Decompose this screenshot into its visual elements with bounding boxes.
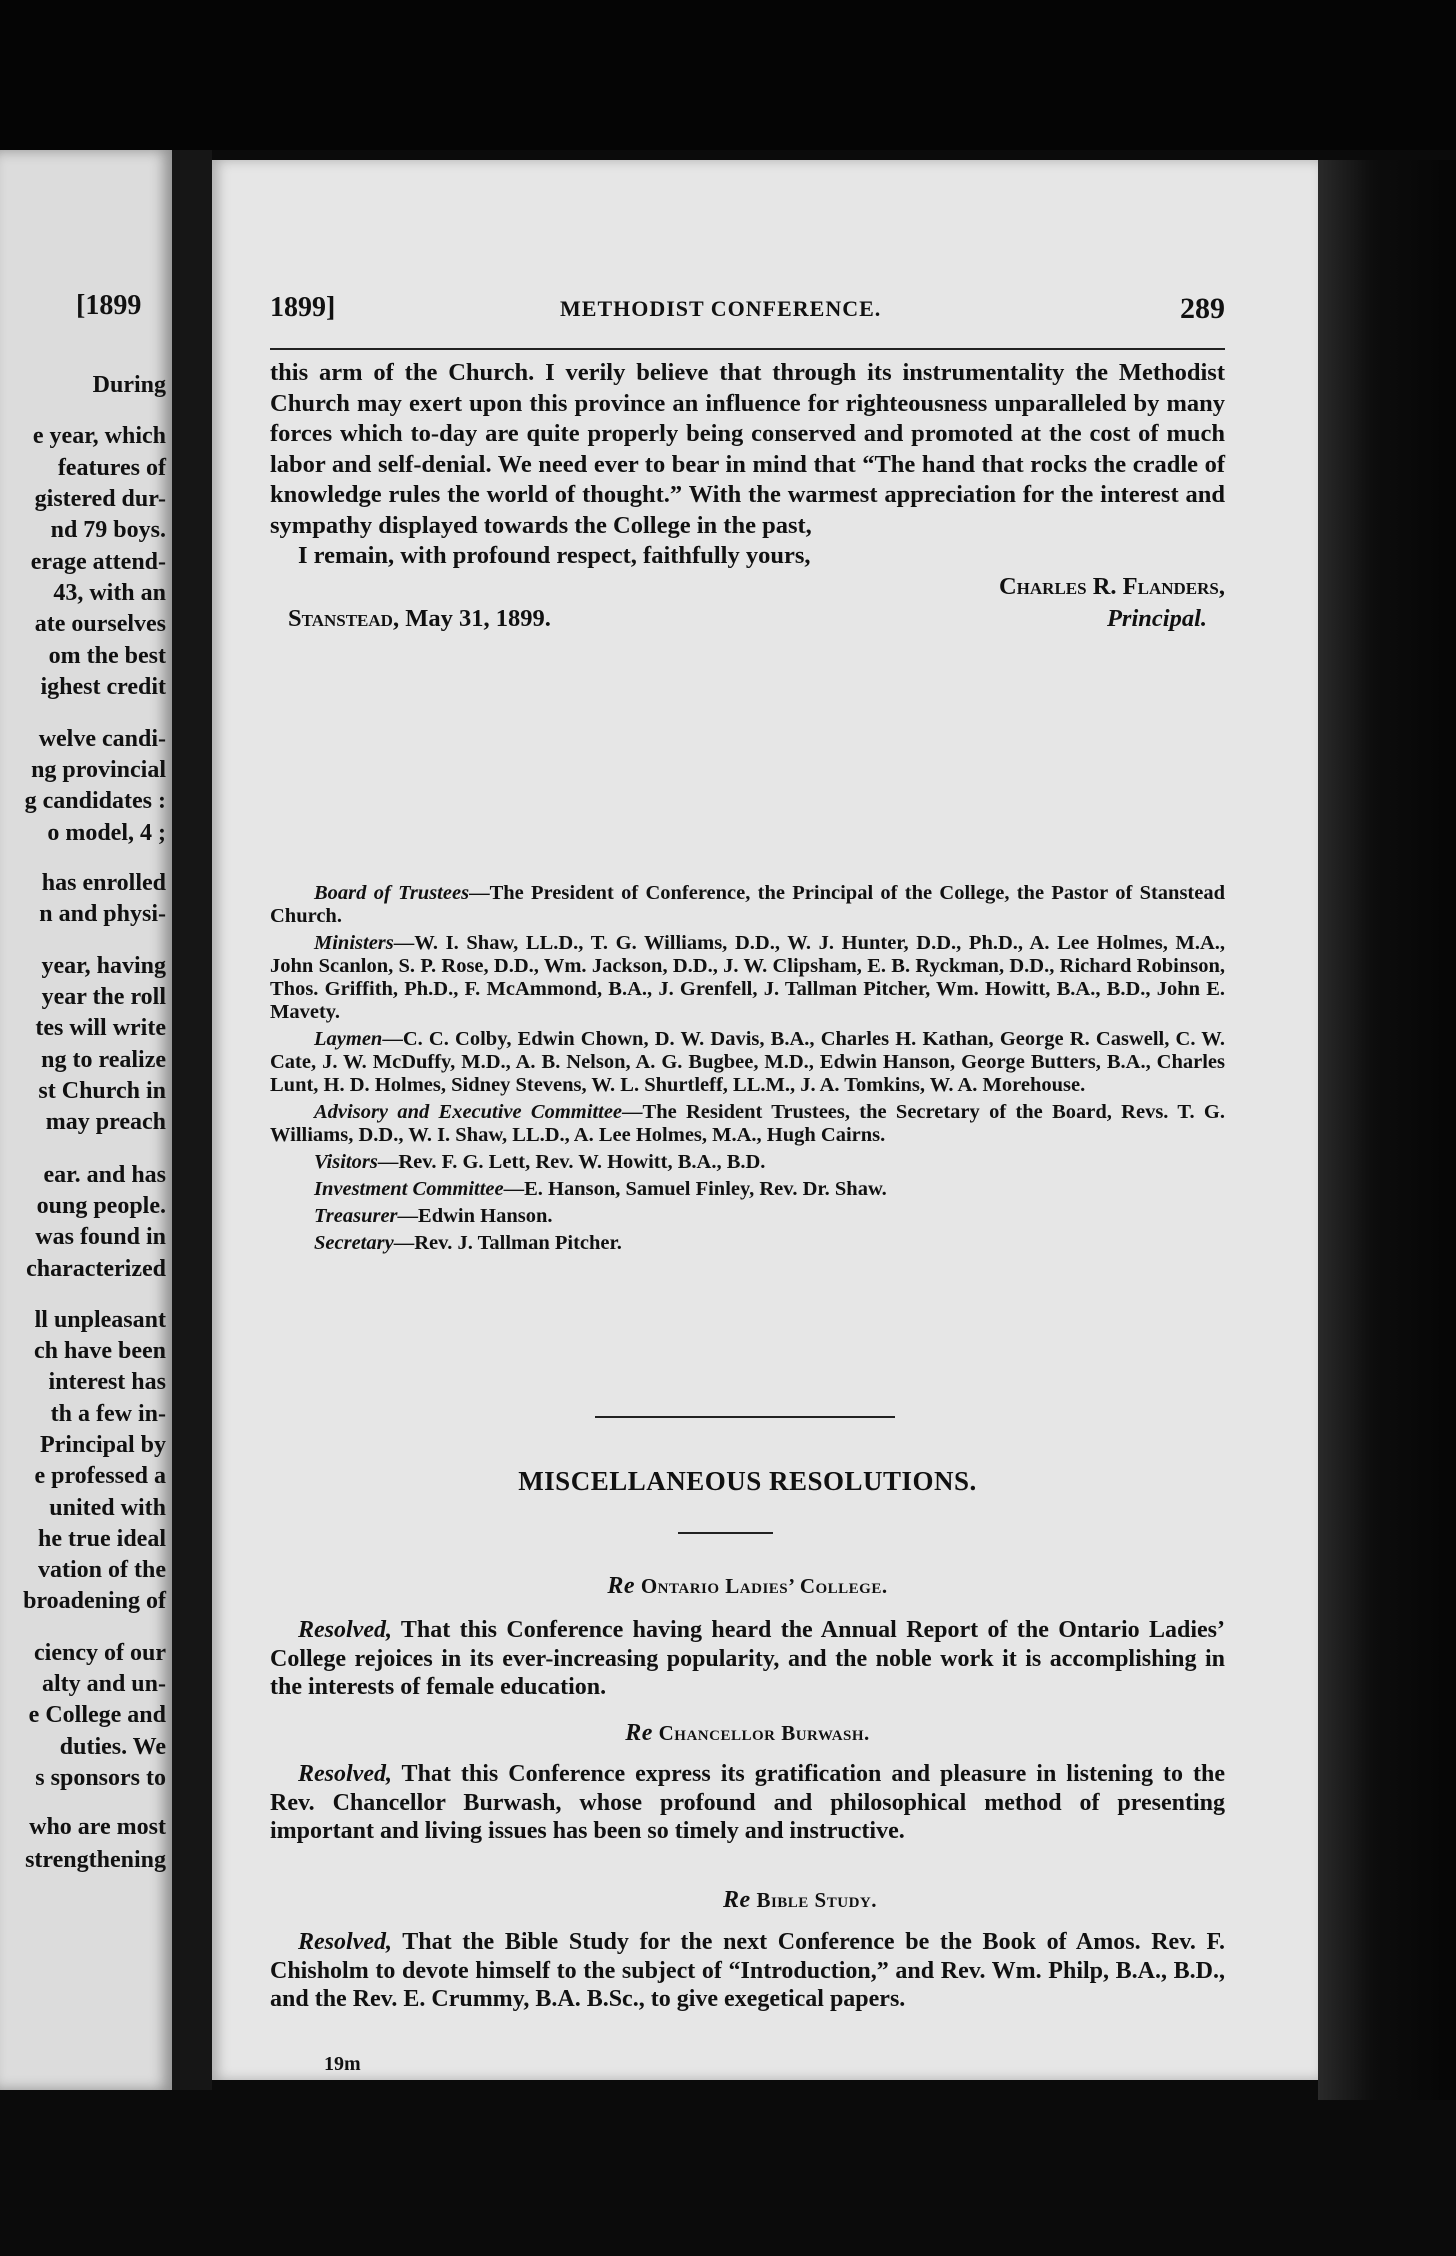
- board-entry-text: —Rev. J. Tallman Pitcher.: [393, 1232, 622, 1254]
- letter-signatory-title: Principal.: [1106, 605, 1207, 632]
- running-header: [270, 292, 1225, 328]
- letter-paragraph: this arm of the Church. I verily believe that through its instrumentality the Methodist Church may exert upon this province an influence for righteousness unparalleled by many forces which to-day are quite properly being conserved and promoted at the cost of much labor and self-denial. We need ever to bear in mind that “The hand that rocks the cradle of knowledge rules the world of thought.” With the warmest appreciation for the interest and sympathy displayed towards the College in the past,: [270, 359, 1225, 539]
- letter-date: , May 31, 1899.: [392, 605, 551, 632]
- resolution-subject: Chancellor Burwash.: [658, 1721, 870, 1745]
- resolution-re: Re: [625, 1720, 653, 1746]
- left-page-line: 43, with an: [53, 580, 166, 606]
- left-page-line: features of: [57, 455, 166, 481]
- resolved-label: Resolved,: [298, 1617, 392, 1643]
- header-title: METHODIST CONFERENCE.: [560, 296, 882, 321]
- left-page-line: vation of the: [38, 1557, 166, 1583]
- board-entry-label: Board of Trustees: [314, 882, 470, 904]
- board-entry-text: —Rev. F. G. Lett, Rev. W. Howitt, B.A., B.D.: [377, 1151, 766, 1173]
- left-page-line: who are most: [29, 1814, 166, 1840]
- left-page-line: broadening of: [23, 1588, 166, 1614]
- board-entry-text: —W. I. Shaw, LL.D., T. G. Williams, D.D., W. J. Hunter, D.D., Ph.D., A. Lee Holmes, M.A., John Scanlon, S. P. Rose, D.D., Wm. Jackson, D.D., J. W. Clipsham, E. B. Ryckman, D.D., Richard Robinson, Thos. Griffith, Ph.D., F. McAmmond, B.A., J. Grenfell, J. Tallman Pitcher, Wm. Howitt, B.A., B.D., John E. Mavety.: [270, 932, 1225, 1023]
- resolved-label: Resolved,: [298, 1929, 392, 1955]
- board-entry-label: Treasurer: [314, 1205, 398, 1227]
- left-page-line: During: [92, 372, 166, 398]
- left-page-line: duties. We: [59, 1734, 166, 1760]
- letter-body: [270, 358, 1225, 638]
- board-entry: [270, 1151, 1225, 1174]
- left-page-line: ear. and has: [43, 1162, 166, 1188]
- left-page-line: g candidates :: [24, 788, 166, 814]
- letter-signatory: Charles R. Flanders,: [998, 572, 1225, 600]
- left-page-line: erage attend-: [30, 549, 166, 575]
- board-entry-label: Ministers: [314, 932, 394, 954]
- left-page-line: s sponsors to: [35, 1765, 166, 1791]
- resolution-body: [270, 1928, 1225, 2014]
- resolution-text: That this Conference express its gratification and pleasure in listening to the Rev. Chancellor Burwash, whose profound and philosophical method of presenting important and living issues has been so timely and instructive.: [270, 1761, 1225, 1844]
- left-page-line: gistered dur-: [34, 486, 166, 512]
- left-page-line: ate ourselves: [34, 611, 166, 637]
- left-page-line: characterized: [26, 1256, 166, 1282]
- left-page-line: year, having: [41, 953, 166, 979]
- resolution-heading: [270, 1720, 1225, 1747]
- left-page-line: o model, 4 ;: [47, 820, 166, 846]
- board-entry-text: —Edwin Hanson.: [397, 1205, 553, 1227]
- left-page-line: strengthening: [25, 1847, 166, 1873]
- board-entry: [270, 1101, 1225, 1147]
- resolution-body: [270, 1760, 1225, 1846]
- board-entry-text: —The President of Conference, the Principal of the College, the Pastor of Stanstead Church.: [270, 882, 1226, 927]
- misc-resolutions-title: MISCELLANEOUS RESOLUTIONS.: [518, 1466, 977, 1496]
- left-page-line: om the best: [48, 643, 166, 669]
- page-number: 289: [1180, 292, 1225, 325]
- resolved-label: Resolved,: [298, 1761, 392, 1787]
- left-page-line: st Church in: [38, 1078, 166, 1104]
- left-page-line: ng to realize: [41, 1047, 166, 1073]
- board-entry-text: —E. Hanson, Samuel Finley, Rev. Dr. Shaw.: [503, 1178, 887, 1200]
- resolution-re: Re: [723, 1887, 751, 1913]
- left-page-line: alty and un-: [41, 1671, 166, 1697]
- header-year: 1899]: [270, 292, 336, 323]
- board-entry: [270, 1232, 1225, 1255]
- left-page-fragment: [0, 150, 172, 2090]
- left-page-header: [1899: [76, 290, 142, 321]
- left-page-line: welve candi-: [38, 726, 166, 752]
- board-list: [270, 882, 1225, 1259]
- board-entry-text: —The Resident Trustees, the Secretary of the Board, Revs. T. G. Williams, D.D., W. I. Shaw, LL.D., A. Lee Holmes, M.A., Hugh Cairns.: [270, 1101, 1225, 1146]
- board-entry: [270, 1205, 1225, 1228]
- board-entry-text: —C. C. Colby, Edwin Chown, D. W. Davis, B.A., Charles H. Kathan, George R. Caswell, C. W. Cate, J. W. McDuffy, M.D., A. B. Nelson, A. G. Bugbee, M.D., Edwin Hanson, George Butters, B.A., Charles Lunt, H. D. Holmes, Sidney Stevens, W. L. Shurtleff, LL.M., J. A. Tomkins, W. A. Morehouse.: [270, 1028, 1225, 1096]
- left-page-line: e College and: [28, 1702, 166, 1728]
- left-page-line: may preach: [45, 1109, 166, 1135]
- resolution-heading: [270, 1573, 1225, 1600]
- left-page-line: ighest credit: [40, 674, 166, 700]
- left-page-line: nd 79 boys.: [50, 517, 166, 543]
- board-entry-label: Visitors: [314, 1151, 378, 1173]
- resolution-subject: Ontario Ladies’ College.: [640, 1574, 888, 1598]
- letter-place-date: [288, 604, 551, 635]
- letter-closing: I remain, with profound respect, faithfully yours,: [298, 542, 811, 569]
- board-entry-label: Investment Committee: [314, 1178, 504, 1200]
- left-page-line: ch have been: [34, 1338, 166, 1364]
- resolution-re: Re: [607, 1573, 636, 1599]
- left-page-line: n and physi-: [39, 901, 166, 927]
- scan-background: [0, 0, 1456, 150]
- resolution-paragraph: [270, 1928, 1225, 2014]
- left-page-line: was found in: [35, 1224, 166, 1250]
- board-entry-label: Secretary: [314, 1232, 394, 1254]
- left-page-line: interest has: [48, 1369, 166, 1395]
- left-page-line: ll unpleasant: [34, 1307, 166, 1333]
- resolution-subject: Bible Study.: [756, 1888, 877, 1912]
- resolution-paragraph: [270, 1760, 1225, 1846]
- page-gutter: [172, 150, 212, 2090]
- left-page-line: e professed a: [34, 1463, 166, 1489]
- right-page: [212, 160, 1318, 2080]
- letter-place: Stanstead: [288, 605, 393, 632]
- board-entry: [270, 932, 1225, 1024]
- left-page-line: tes will write: [35, 1015, 166, 1041]
- resolution-heading: [520, 1887, 1080, 1914]
- left-page-line: year the roll: [41, 984, 166, 1010]
- title-rule: [678, 1532, 773, 1534]
- resolution-paragraph: [270, 1616, 1225, 1702]
- resolution-text: That this Conference having heard the Annual Report of the Ontario Ladies’ College rejoices in its ever-increasing popularity, and the noble work it is accomplishing in the interests of female education.: [270, 1617, 1225, 1700]
- left-page-line: ciency of our: [34, 1640, 166, 1666]
- left-page-line: oung people.: [36, 1193, 166, 1219]
- board-entry-label: Advisory and Executive Committee: [314, 1101, 623, 1123]
- left-page-line: ng provincial: [31, 757, 166, 783]
- left-page-line: e year, which: [32, 423, 166, 449]
- header-rule: [270, 348, 1225, 350]
- left-page-line: united with: [49, 1495, 166, 1521]
- signature-mark: 19m: [324, 2053, 361, 2075]
- letter-signature-row: [270, 604, 1225, 638]
- left-page-line: has enrolled: [41, 870, 166, 896]
- resolution-body: [270, 1616, 1225, 1702]
- left-page-line: th a few in-: [50, 1401, 166, 1427]
- resolution-text: That the Bible Study for the next Conference be the Book of Amos. Rev. F. Chisholm to devote himself to the subject of “Introduction,” and Rev. Wm. Philp, B.A., B.D., and the Rev. E. Crummy, B.A. B.Sc., to give exegetical papers.: [270, 1929, 1225, 2012]
- board-entry: [270, 1028, 1225, 1097]
- left-page-line: Principal by: [39, 1432, 166, 1458]
- board-entry: [270, 1178, 1225, 1201]
- book-edge-shadow: [1318, 160, 1456, 2100]
- section-rule: [595, 1416, 895, 1418]
- left-page-line: he true ideal: [38, 1526, 166, 1552]
- board-entry-label: Laymen: [314, 1028, 383, 1050]
- board-entry: [270, 882, 1225, 928]
